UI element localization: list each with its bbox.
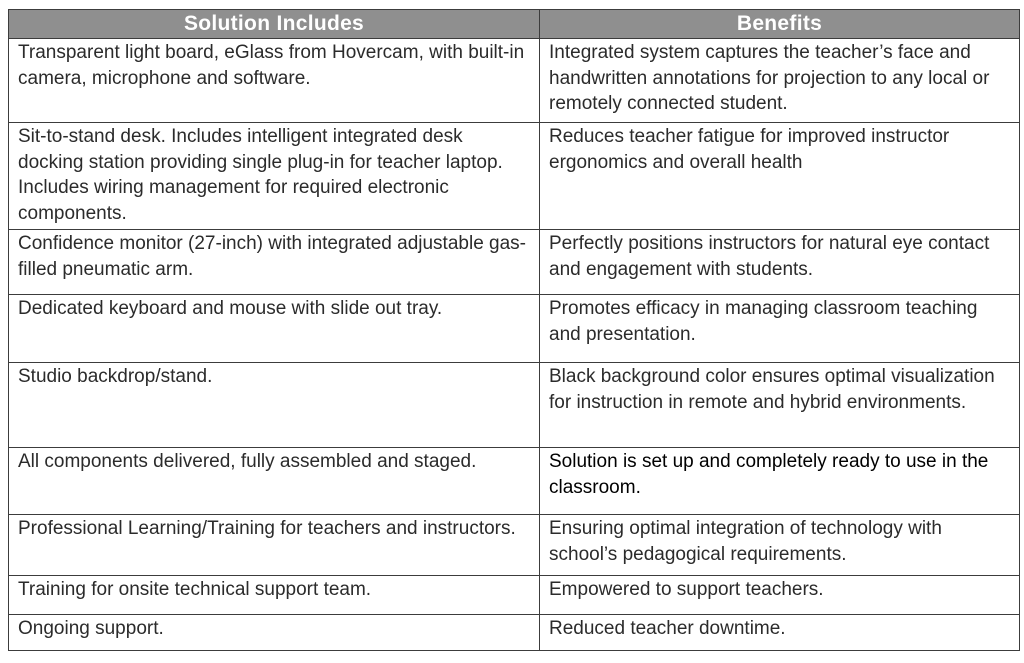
solution-cell: All components delivered, fully assembled and staged. [9, 448, 540, 515]
benefit-cell: Promotes efficacy in managing classroom teaching and presentation. [540, 295, 1020, 363]
benefit-cell: Ensuring optimal integration of technology with school’s pedagogical requirements. [540, 515, 1020, 576]
table-row [9, 295, 1020, 363]
benefit-cell: Perfectly positions instructors for natural eye contact and engagement with students. [540, 230, 1020, 295]
solution-cell: Training for onsite technical support team. [9, 576, 540, 615]
benefit-cell: Empowered to support teachers. [540, 576, 1020, 615]
table-row [9, 123, 1020, 230]
header-row [9, 10, 1020, 39]
table-row [9, 448, 1020, 515]
table-row [9, 515, 1020, 576]
solution-benefits-table [8, 9, 1020, 651]
solution-cell: Ongoing support. [9, 615, 540, 651]
table-row [9, 230, 1020, 295]
solution-cell: Professional Learning/Training for teachers and instructors. [9, 515, 540, 576]
table-row [9, 615, 1020, 651]
benefit-cell: Reduces teacher fatigue for improved instructor ergonomics and overall health [540, 123, 1020, 230]
solution-cell: Transparent light board, eGlass from Hovercam, with built-in camera, microphone and software. [9, 39, 540, 123]
benefit-cell: Black background color ensures optimal visualization for instruction in remote and hybrid environments. [540, 363, 1020, 448]
solution-cell: Confidence monitor (27-inch) with integrated adjustable gas-filled pneumatic arm. [9, 230, 540, 295]
table-row [9, 576, 1020, 615]
benefit-cell: Solution is set up and completely ready to use in the classroom. [540, 448, 1020, 515]
header-benefits: Benefits [540, 10, 1020, 39]
table-row [9, 363, 1020, 448]
benefit-cell: Reduced teacher downtime. [540, 615, 1020, 651]
solution-cell: Studio backdrop/stand. [9, 363, 540, 448]
header-solution-includes: Solution Includes [9, 10, 540, 39]
benefit-cell: Integrated system captures the teacher’s face and handwritten annotations for projection to any local or remotely connected student. [540, 39, 1020, 123]
table-row [9, 39, 1020, 123]
solution-cell: Dedicated keyboard and mouse with slide out tray. [9, 295, 540, 363]
solution-cell: Sit-to-stand desk. Includes intelligent integrated desk docking station providing single plug-in for teacher laptop. Includes wiring management for required electronic components. [9, 123, 540, 230]
